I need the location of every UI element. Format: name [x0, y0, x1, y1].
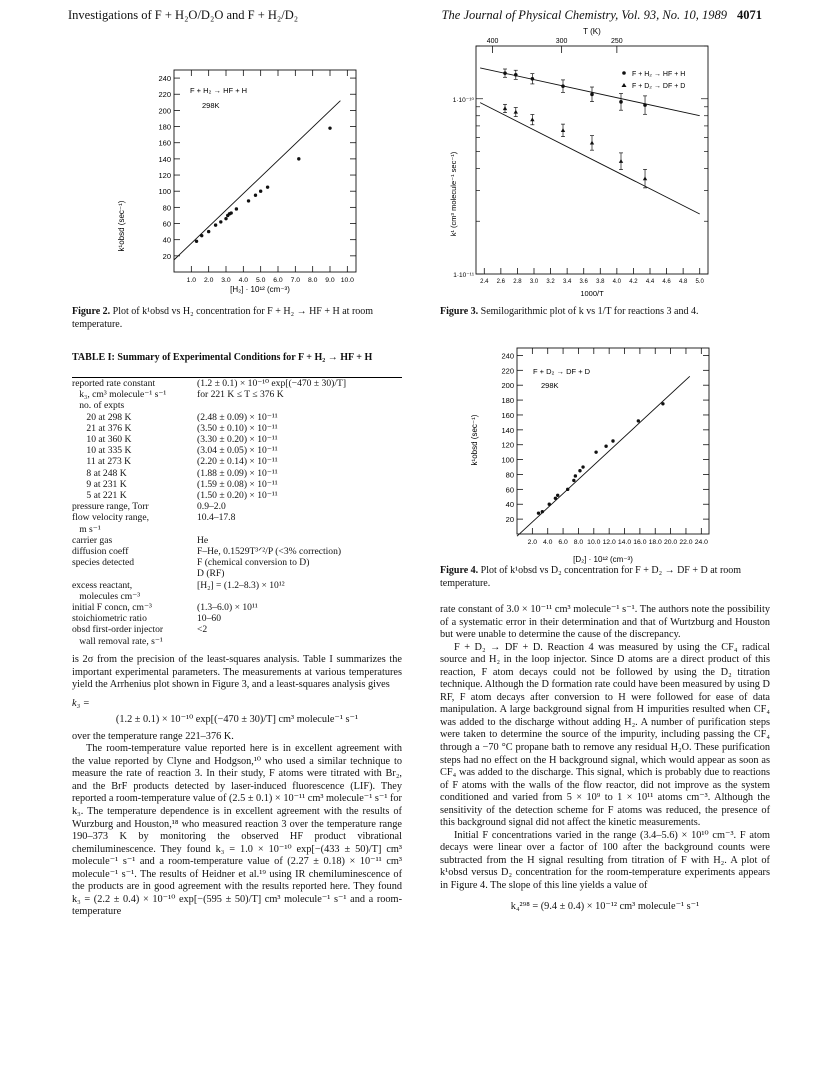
fig3-x-tick-label: 3.6 [579, 279, 588, 285]
table-cell-value: 10.4–17.8 [197, 512, 236, 524]
table-cell-value: (3.04 ± 0.05) × 10⁻¹¹ [197, 445, 278, 457]
fig2-y-tick-label: 240 [158, 74, 171, 84]
fig2-data-point [224, 217, 227, 220]
table-row [72, 468, 402, 479]
running-header-left: Investigations of F + H₂O/D₂O and F + H₂/D₂ [68, 8, 299, 22]
table-cell-value: (1.3–6.0) × 10¹¹ [197, 602, 258, 614]
table-cell-value: (1.50 ± 0.20) × 10⁻¹¹ [197, 490, 278, 502]
table-row [72, 512, 402, 523]
fig2-data-point [207, 230, 210, 233]
fig3-data-point-d2 [514, 110, 518, 114]
table-cell-parameter: carrier gas [72, 534, 113, 546]
table-row [72, 546, 402, 557]
fig4-y-tick-label: 60 [505, 485, 514, 495]
table-cell-parameter: m s⁻¹ [72, 523, 101, 535]
fig3-x-tick-label: 2.6 [496, 279, 506, 285]
table-cell-value: (3.30 ± 0.20) × 10⁻¹¹ [197, 434, 278, 446]
table-cell-value: (1.2 ± 0.1) × 10⁻¹⁰ exp[(−470 ± 30)/T] [197, 378, 347, 389]
left-para-2: over the temperature range 221–376 K. [72, 730, 234, 742]
fig4-y-tick-label: 20 [505, 515, 514, 525]
fig4-data-point [581, 465, 584, 468]
table-row [72, 624, 402, 635]
fig2-data-point [230, 211, 233, 214]
table-cell-value [197, 636, 402, 647]
fig4-x-tick-label: 2.0 [527, 539, 538, 546]
table-cell-value: (2.48 ± 0.09) × 10⁻¹¹ [197, 411, 278, 423]
fig3-data-point-h2 [619, 100, 623, 104]
right-para-1: rate constant of 3.0 × 10⁻¹¹ cm³ molecule⁻¹ s⁻¹. The authors note the possibility of a systematic error in their determination and that of Wurtzburg and Houston but were unable to determine the cause of the discrepancy. [440, 604, 770, 641]
fig3-data-point-d2 [561, 128, 565, 132]
table-cell-parameter: 21 at 376 K [72, 422, 132, 434]
table-cell-parameter: excess reactant, [72, 579, 133, 591]
table-cell-parameter: 11 at 273 K [72, 456, 132, 468]
table-cell-value: F (chemical conversion to D) [197, 557, 310, 569]
table-cell-value: (3.50 ± 0.10) × 10⁻¹¹ [197, 422, 278, 434]
fig3-caption-label: Figure 3. [440, 306, 479, 317]
table-row [72, 524, 402, 535]
figure-4-chart [465, 340, 725, 568]
figure-3-caption [440, 306, 770, 319]
right-para-3: Initial F concentrations varied in the range (3.4–5.6) × 10¹⁰ cm⁻³. F atom decays were linear over a factor of 100 after the background counts were subtracted from the H signal resulting from titration of F with H₂. A plot of k¹obsd versus D₂ concentration for the room-temperature experiments appears in Figure 4. The slope of this line yields a value of [440, 829, 770, 892]
table-row [72, 456, 402, 467]
table-cell-value: He [197, 534, 209, 546]
fig4-x-tick-label: 22.0 [679, 539, 693, 546]
fig2-x-tick-label: 10.0 [340, 277, 354, 284]
eq-k4: k₄²⁹⁸ = (9.4 ± 0.4) × 10⁻¹² cm³ molecule⁻¹ s⁻¹ [510, 900, 700, 912]
fig3-top-tick-label: 400 [486, 38, 499, 45]
table-cell-parameter: species detected [72, 557, 135, 569]
fig3-data-point-h2 [643, 103, 647, 107]
table-row [72, 389, 402, 400]
fig4-x-tick-label: 20.0 [663, 539, 678, 546]
left-para-3: The room-temperature value reported here is in excellent agreement with the value reported by Clyne and Hodgson,¹⁰ who used a similar technique to measure the rate of reaction 3. In their study, F atoms were titrated with Br₂, and the BrF products detected by laser-induced fluorescence (LIF). They reported a room-temperature value of (2.5 ± 0.1) × 10⁻¹¹ cm³ molecule⁻¹ s⁻¹ for k₃. The temperature dependence is in excellent agreement with the results of Wurzburg and Houston,¹⁸ who measured reaction 3 over the temperature range 190–373 K by monitoring the observed HF product vibrational chemiluminescence. They found k₃ = 1.0 × 10⁻¹⁰ exp[−(433 ± 50)/T] cm³ molecule⁻¹ s⁻¹ and a room-temperature value of (2.27 ± 0.18) × 10⁻¹¹ cm³ molecule⁻¹ s⁻¹. The results of Heidner et al.¹⁹ using IR chemiluminescence of the products are in good agreement with the results reported here. They found k₃ = (2.2 ± 0.4) × 10⁻¹⁰ exp[−(595 ± 50)/T] cm³ molecule⁻¹ s⁻¹ and a room-temperature [72, 743, 402, 918]
fig2-y-tick-label: 160 [158, 138, 171, 148]
fig2-x-tick-label: 4.0 [238, 277, 249, 284]
page-number: 4071 [737, 8, 762, 22]
fig4-y-tick-label: 100 [501, 455, 514, 465]
fig2-fit-line [174, 101, 340, 260]
fig4-data-point [661, 402, 664, 405]
fig2-x-tick-label: 6.0 [273, 277, 283, 284]
figure-2-caption [72, 306, 402, 331]
fig3-data-point-h2 [503, 71, 507, 75]
fig3-legend1-marker [622, 71, 626, 75]
fig2-data-point [195, 240, 198, 243]
fig2-data-point [235, 207, 238, 210]
fig3-data-point-d2 [643, 176, 647, 180]
table-cell-value: F–He, 0.1529T³ᐟ²/P (<3% correction) [197, 546, 342, 558]
fig3-x-tick-label: 4.4 [645, 279, 655, 285]
fig3-series2-fit-line [480, 103, 700, 214]
fig2-xlabel: [H₂] · 10¹² (cm⁻³) [230, 285, 290, 294]
fig4-x-tick-label: 14.0 [617, 539, 632, 546]
table-cell-parameter: diffusion coeff [72, 546, 129, 558]
fig3-x-tick-label: 3.4 [562, 279, 572, 285]
table-cell-value: (1.59 ± 0.08) × 10⁻¹¹ [197, 478, 278, 490]
figure-2-chart [110, 58, 370, 298]
fig3-data-point-d2 [590, 141, 594, 145]
fig2-caption-label: Figure 2. [72, 306, 111, 317]
fig3-x-tick-label: 4.2 [629, 279, 638, 285]
fig2-annotation-reaction: F + H₂ → HF + H [190, 86, 248, 95]
fig4-y-tick-label: 140 [501, 425, 514, 435]
fig3-data-point-h2 [561, 84, 565, 88]
right-para-2: F + D₂ → DF + D. Reaction 4 was measured by using the CF₄ radical source and H₂ in the loop injector. Since D atoms are a direct product of this reaction, F atom decays could not be followed by using the D₂ titration technique. Although the D formation rate could have been measured by using D RF, F atom decays after conversion to H were followed for ease of data manipulation. A large background signal from H impurities resulted when CF₄ was added to the discharge without adding H₂. A number of purification steps were taken to determine the source of the impurity, including passing the CF₄ through a −70 °C propane bath to remove any residual H₂O. These purification steps had no effect on the H background signal, which would appear as soon as CF₄ was added to the discharge. This signal, which is probably due to reactions of F atoms with the walls of the flow reactor, did not improve as the system conditioned and varied from 5 × 10⁹ to 1 × 10¹¹ atoms cm⁻³. Although the sensitivity of the detection scheme for F atoms was reduced, the presence of this background signal did not affect the kinetic measurements. [440, 641, 770, 829]
fig2-y-tick-label: 120 [158, 171, 171, 181]
table-cell-parameter: 8 at 248 K [72, 467, 127, 479]
fig2-data-point [254, 194, 257, 197]
table-cell-parameter: 10 at 360 K [72, 434, 132, 446]
fig4-x-tick-label: 4.0 [542, 539, 553, 546]
fig4-y-tick-label: 180 [501, 396, 514, 406]
fig3-top-tick-label: 300 [555, 38, 568, 45]
fig2-data-point [297, 157, 300, 160]
fig3-legend1-text: F + H₂ → HF + H [632, 71, 686, 78]
fig4-x-tick-label: 18.0 [648, 539, 662, 546]
fig3-x-tick-label: 3.8 [596, 279, 605, 285]
table-cell-parameter: molecules cm⁻³ [72, 590, 141, 602]
table-row [72, 501, 402, 512]
table-cell-parameter: pressure range, Torr [72, 501, 149, 513]
fig2-data-point [214, 223, 217, 226]
table-row [72, 400, 402, 411]
table-cell-parameter: initial F concn, cm⁻³ [72, 602, 152, 614]
table-cell-value [197, 591, 402, 602]
fig4-y-tick-label: 160 [501, 410, 514, 420]
fig4-data-point [556, 494, 559, 497]
fig2-data-point [266, 185, 269, 188]
fig4-data-point [541, 510, 544, 513]
right-column-text [440, 604, 770, 917]
fig2-ylabel: k¹obsd (sec⁻¹) [117, 200, 126, 252]
fig3-x-tick-label: 5.0 [695, 279, 704, 285]
fig3-x-tick-label: 3.0 [529, 279, 539, 285]
table-cell-parameter: stoichiometric ratio [72, 613, 147, 625]
fig2-y-tick-label: 180 [158, 122, 171, 132]
fig4-x-tick-label: 24.0 [694, 539, 708, 546]
fig2-data-point [219, 220, 222, 223]
table-cell-value: (1.88 ± 0.09) × 10⁻¹¹ [197, 467, 278, 479]
table-row [72, 490, 402, 501]
fig3-x-tick-label: 2.8 [513, 279, 522, 285]
table-row [72, 445, 402, 456]
table-cell-value [197, 400, 402, 411]
table-row [72, 535, 402, 546]
fig4-ylabel: k¹obsd (sec⁻¹) [470, 414, 479, 466]
table-row [72, 580, 402, 591]
journal-citation: The Journal of Physical Chemistry, Vol. 93, No. 10, 1989 [441, 8, 727, 22]
fig4-caption-label: Figure 4. [440, 565, 479, 576]
table-cell-parameter: reported rate constant [72, 378, 156, 389]
table-row [72, 557, 402, 568]
table-cell-value [197, 524, 402, 535]
table-cell-parameter: 9 at 231 K [72, 478, 127, 490]
figure-3-chart [440, 24, 740, 300]
table-row [72, 423, 402, 434]
fig2-data-point [247, 199, 250, 202]
fig4-data-point [554, 497, 557, 500]
table-1 [72, 377, 402, 647]
running-header-right [442, 8, 762, 23]
table-row [72, 636, 402, 647]
fig2-y-tick-label: 20 [162, 251, 171, 261]
fig4-x-tick-label: 6.0 [558, 539, 568, 546]
fig3-legend2-text: F + D₂ → DF + D [632, 83, 686, 90]
fig2-x-tick-label: 3.0 [221, 277, 231, 284]
fig3-data-point-d2 [530, 117, 534, 121]
table-cell-parameter: flow velocity range, [72, 512, 149, 524]
fig3-data-point-d2 [619, 159, 623, 163]
table-row [72, 412, 402, 423]
fig4-y-tick-label: 40 [505, 500, 514, 510]
table-cell-parameter: k₃, cm³ molecule⁻¹ s⁻¹ [72, 389, 167, 401]
table-row [72, 568, 402, 579]
fig4-data-point [604, 445, 607, 448]
fig2-x-tick-label: 8.0 [307, 277, 318, 284]
fig4-y-tick-label: 120 [501, 440, 514, 450]
table-cell-parameter: 20 at 298 K [72, 411, 132, 423]
fig3-top-axis-label: T (K) [583, 27, 601, 36]
fig4-y-tick-label: 240 [501, 351, 514, 361]
fig3-xlabel: 1000/T [580, 289, 604, 298]
fig2-x-tick-label: 5.0 [255, 277, 266, 284]
fig2-data-point [259, 190, 262, 193]
fig3-ylabel: k¹ (cm³ molecule⁻¹ sec⁻¹) [449, 151, 458, 237]
fig4-annotation-temp: 298K [541, 381, 559, 390]
fig2-y-tick-label: 100 [158, 187, 171, 197]
table-cell-value: D (RF) [197, 568, 225, 580]
eq-k3-label: k₃ = [72, 697, 90, 709]
fig4-y-tick-label: 220 [501, 366, 514, 376]
fig2-x-tick-label: 7.0 [290, 277, 301, 284]
fig3-top-tick-label: 250 [611, 38, 623, 45]
fig3-x-tick-label: 3.2 [546, 279, 555, 285]
fig4-caption-text: Plot of k¹obsd vs D₂ concentration for F + D₂ → DF + D at room temperature. [440, 565, 742, 589]
fig3-data-point-h2 [590, 93, 594, 97]
fig3-data-point-h2 [514, 73, 518, 77]
fig3-data-point-d2 [503, 106, 507, 110]
table-row [72, 434, 402, 445]
fig4-data-point [578, 469, 581, 472]
table-cell-value: [H₂] = (1.2–8.3) × 10¹² [197, 579, 285, 591]
fig3-legend2-marker [622, 83, 627, 87]
fig3-y-tick-label: 1·10⁻¹¹ [453, 272, 474, 279]
table-cell-parameter: no. of expts [72, 400, 125, 412]
fig4-data-point [566, 488, 569, 491]
fig3-data-point-h2 [531, 77, 535, 81]
fig4-data-point [574, 474, 577, 477]
fig3-caption-text: Semilogarithmic plot of k vs 1/T for reactions 3 and 4. [480, 306, 699, 317]
table-row [72, 602, 402, 613]
table-cell-value: 10–60 [197, 613, 221, 625]
fig2-y-tick-label: 80 [162, 203, 171, 213]
fig4-data-point [537, 511, 540, 514]
fig3-x-tick-label: 4.0 [612, 279, 622, 285]
table-title: TABLE I: Summary of Experimental Conditions for F + H₂ → HF + H [72, 352, 373, 363]
table-row [72, 378, 402, 389]
fig4-annotation-reaction: F + D₂ → DF + D [533, 367, 591, 376]
fig2-y-tick-label: 220 [158, 90, 171, 100]
fig3-x-tick-label: 4.6 [662, 279, 671, 285]
table-cell-parameter: 5 at 221 K [72, 490, 127, 502]
table-row [72, 479, 402, 490]
fig3-plot-frame [476, 46, 708, 274]
left-para-1: is 2σ from the precision of the least-squares analysis. Table I summarizes the important experimental parameters. The measurements at various temperatures yield the Arrhenius plot shown in Figure 3, and a least-squares analysis gives [72, 654, 402, 691]
fig4-x-tick-label: 10.0 [587, 539, 601, 546]
table-cell-value: for 221 K ≤ T ≤ 376 K [197, 389, 284, 401]
fig3-x-tick-label: 4.8 [678, 279, 688, 285]
fig3-y-tick-label: 1·10⁻¹⁰ [452, 96, 474, 104]
table-cell-value: 0.9–2.0 [197, 501, 226, 513]
fig2-y-tick-label: 40 [162, 235, 171, 245]
fig2-x-tick-label: 1.0 [186, 277, 197, 284]
left-column-text [72, 654, 402, 919]
fig2-data-point [200, 234, 203, 237]
fig2-x-tick-label: 2.0 [203, 277, 214, 284]
figure-4-caption [440, 565, 770, 590]
fig2-y-tick-label: 200 [158, 106, 171, 116]
fig4-x-tick-label: 12.0 [602, 539, 616, 546]
fig2-x-tick-label: 9.0 [325, 277, 335, 284]
fig4-xlabel: [D₂] · 10¹² (cm⁻³) [573, 555, 633, 564]
fig4-data-point [548, 503, 551, 506]
table-cell-parameter [72, 568, 197, 579]
fig4-data-point [572, 479, 575, 482]
fig2-data-point [328, 126, 331, 129]
fig4-y-tick-label: 80 [505, 470, 514, 480]
fig4-y-tick-label: 200 [501, 381, 514, 391]
eq-k3: (1.2 ± 0.1) × 10⁻¹⁰ exp[(−470 ± 30)/T] cm³ molecule⁻¹ s⁻¹ [115, 714, 359, 726]
table-cell-parameter: obsd first-order injector [72, 624, 164, 636]
fig2-y-tick-label: 140 [158, 154, 171, 164]
table-row [72, 613, 402, 624]
fig4-x-tick-label: 16.0 [633, 539, 647, 546]
fig2-annotation-temp: 298K [202, 101, 220, 110]
fig4-data-point [611, 439, 614, 442]
table-cell-parameter: wall removal rate, s⁻¹ [72, 635, 163, 647]
table-cell-value: (2.20 ± 0.14) × 10⁻¹¹ [197, 456, 278, 468]
fig4-x-tick-label: 8.0 [573, 539, 584, 546]
fig4-data-point [637, 419, 640, 422]
table-row [72, 591, 402, 602]
fig2-caption-text: Plot of k¹obsd vs H₂ concentration for F + H₂ → HF + H at room temperature. [72, 306, 374, 330]
fig3-x-tick-label: 2.4 [480, 279, 489, 285]
fig2-y-tick-label: 60 [162, 219, 171, 229]
table-cell-parameter: 10 at 335 K [72, 445, 132, 457]
fig4-data-point [594, 450, 597, 453]
table-cell-value: <2 [197, 624, 208, 636]
